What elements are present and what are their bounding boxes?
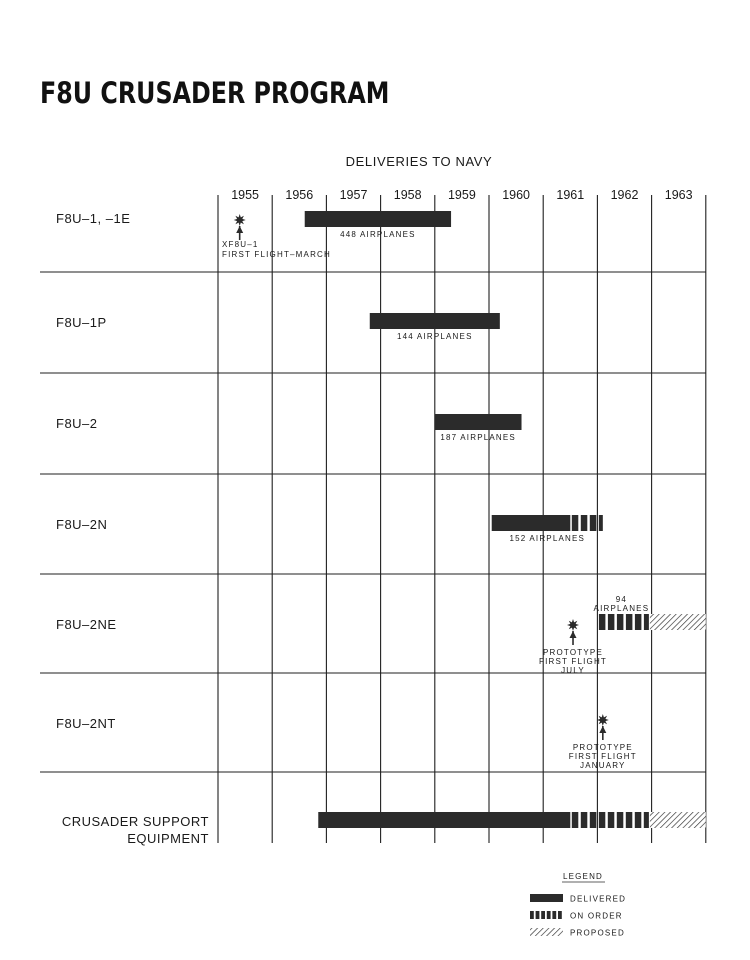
- bar-label: 187 AIRPLANES: [440, 433, 516, 442]
- milestone-text: FIRST FLIGHT–MARCH: [222, 250, 332, 259]
- row-label: F8U–2: [56, 416, 98, 431]
- year-label-1962: 1962: [610, 188, 639, 202]
- year-label-1956: 1956: [285, 188, 314, 202]
- starburst-icon: [234, 214, 246, 226]
- milestone-arrowhead-icon: [570, 631, 577, 638]
- bar-on_order: [572, 812, 649, 828]
- on-order-segment: [635, 614, 642, 630]
- milestone-text: FIRST FLIGHT: [538, 657, 608, 666]
- row-1: [56, 313, 500, 341]
- legend-label: ON ORDER: [570, 911, 623, 921]
- on-order-segment: [608, 614, 615, 630]
- bar-label: 144 AIRPLANES: [396, 332, 473, 341]
- bar-delivered: [492, 515, 571, 531]
- row-label: F8U–2N: [56, 517, 108, 532]
- legend-swatch-segment: [558, 911, 562, 919]
- legend-item-delivered: [530, 894, 626, 904]
- on-order-segment: [599, 515, 603, 531]
- milestone-arrowhead-icon: [236, 226, 243, 233]
- starburst-icon: [567, 619, 579, 631]
- bar-label: 152 AIRPLANES: [509, 534, 586, 543]
- year-label-1955: 1955: [231, 188, 260, 202]
- year-label-1961: 1961: [556, 188, 585, 202]
- on-order-segment: [590, 812, 597, 828]
- bar-proposed: [650, 812, 706, 828]
- milestone: [539, 619, 607, 675]
- legend-item-on_order: [530, 911, 623, 921]
- on-order-segment: [572, 812, 579, 828]
- year-label-1960: 1960: [502, 188, 531, 202]
- on-order-segment: [581, 812, 588, 828]
- on-order-segment: [626, 614, 633, 630]
- legend-swatch-segment: [530, 911, 534, 919]
- starburst-icon: [597, 714, 609, 726]
- bar-proposed: [650, 614, 706, 630]
- milestone-text: JULY: [561, 666, 585, 675]
- on-order-segment: [590, 515, 597, 531]
- on-order-segment: [626, 812, 633, 828]
- row-label-line-1: CRUSADER SUPPORT: [61, 814, 209, 829]
- legend-swatch-segment: [552, 911, 556, 919]
- page-title: F8U CRUSADER PROGRAM: [40, 76, 390, 110]
- bar-delivered: [305, 211, 451, 227]
- row-0: [56, 211, 451, 259]
- on-order-segment: [635, 812, 642, 828]
- on-order-segment: [581, 515, 588, 531]
- row-label-line-2: EQUIPMENT: [127, 831, 209, 846]
- milestone: [569, 714, 637, 770]
- on-order-segment: [644, 812, 649, 828]
- bar-label: 448 AIRPLANES: [340, 230, 416, 239]
- on-order-segment: [599, 812, 606, 828]
- milestone-text: XF8U–1: [222, 240, 259, 249]
- legend-swatch-proposed: [530, 928, 563, 936]
- bar-delivered: [435, 414, 522, 430]
- bar-delivered: [318, 812, 570, 828]
- milestone-text: PROTOTYPE: [572, 743, 633, 752]
- legend-label: DELIVERED: [570, 894, 627, 904]
- legend-swatch-segment: [547, 911, 551, 919]
- legend-title: LEGEND: [562, 872, 604, 881]
- on-order-segment: [644, 614, 649, 630]
- bar-label-line-1: 94: [615, 595, 628, 604]
- milestone-arrowhead-icon: [599, 726, 606, 733]
- row-6: [62, 812, 706, 846]
- bar-on_order: [572, 515, 603, 531]
- legend-swatch-segment: [536, 911, 540, 919]
- bar-on_order: [599, 614, 649, 630]
- on-order-segment: [599, 614, 606, 630]
- on-order-segment: [608, 812, 615, 828]
- row-5: [56, 714, 637, 770]
- row-label: F8U–2NT: [56, 716, 116, 731]
- year-label-1963: 1963: [664, 188, 693, 202]
- year-label-1959: 1959: [447, 188, 476, 202]
- bar-label-line-2: AIRPLANES: [593, 604, 650, 613]
- on-order-segment: [617, 812, 624, 828]
- row-2: [56, 414, 522, 442]
- milestone-text: PROTOTYPE: [543, 648, 604, 657]
- milestone-text: FIRST FLIGHT: [568, 752, 637, 761]
- legend-label: PROPOSED: [570, 928, 625, 938]
- legend-item-proposed: [530, 928, 625, 938]
- on-order-segment: [572, 515, 579, 531]
- chart-header: DELIVERIES TO NAVY: [345, 154, 493, 169]
- year-label-1958: 1958: [393, 188, 422, 202]
- row-label: F8U–1, –1E: [56, 211, 131, 226]
- on-order-segment: [617, 614, 624, 630]
- milestone-text: JANUARY: [580, 761, 626, 770]
- legend-swatch-segment: [541, 911, 545, 919]
- row-label: F8U–1P: [56, 315, 107, 330]
- legend-swatch-delivered: [530, 894, 563, 902]
- row-3: [56, 515, 603, 543]
- bar-delivered: [370, 313, 500, 329]
- year-label-1957: 1957: [339, 188, 368, 202]
- row-label: F8U–2NE: [56, 617, 117, 632]
